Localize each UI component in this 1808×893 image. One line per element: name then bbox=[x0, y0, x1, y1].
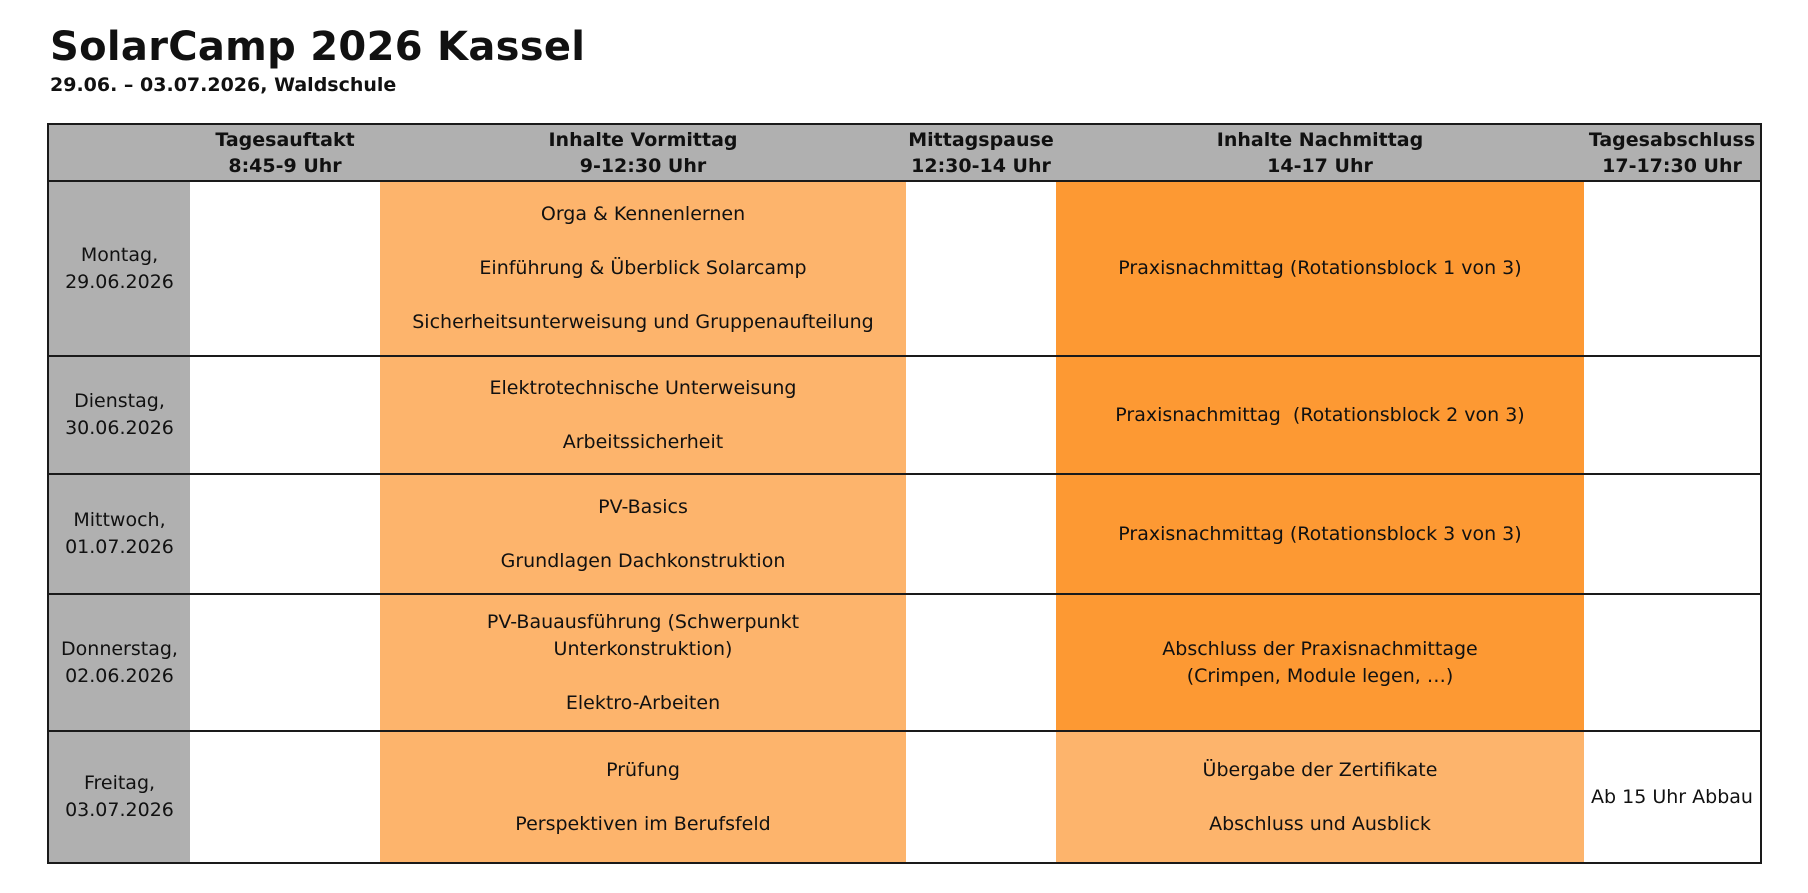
morning-item: Elektro-Arbeiten bbox=[565, 691, 721, 714]
lunch-cell bbox=[906, 181, 1056, 356]
afternoon-cell bbox=[1056, 356, 1584, 474]
closing-cell bbox=[1584, 731, 1761, 863]
day-cell bbox=[48, 356, 190, 474]
closing-cell bbox=[1584, 594, 1761, 731]
header-title: Tagesabschluss bbox=[1588, 128, 1756, 151]
morning-cell bbox=[380, 594, 906, 731]
afternoon-item: Praxisnachmittag (Rotationsblock 2 von 3) bbox=[1115, 403, 1525, 426]
morning-cell bbox=[380, 474, 906, 594]
morning-cell bbox=[380, 181, 906, 356]
morning-item: Arbeitssicherheit bbox=[562, 430, 724, 453]
lunch-cell bbox=[906, 356, 1056, 474]
afternoon-cell bbox=[1056, 181, 1584, 356]
afternoon-item: Praxisnachmittag (Rotationsblock 1 von 3) bbox=[1118, 257, 1522, 279]
afternoon-item: Abschluss der Praxisnachmittage bbox=[1162, 637, 1478, 660]
table-row-monday bbox=[48, 181, 1761, 356]
header-cell-closing bbox=[1584, 124, 1761, 181]
header-time: 12:30-14 Uhr bbox=[911, 154, 1051, 177]
header-row bbox=[48, 124, 1761, 181]
opening-cell bbox=[190, 731, 380, 863]
morning-item: Elektrotechnische Unterweisung bbox=[489, 376, 797, 399]
morning-item: Einführung & Überblick Solarcamp bbox=[479, 257, 807, 279]
header-time: 8:45-9 Uhr bbox=[228, 154, 342, 177]
morning-item: Orga & Kennenlernen bbox=[540, 203, 746, 225]
morning-item: PV-Bauausführung (Schwerpunkt bbox=[486, 610, 800, 633]
morning-item: PV-Basics bbox=[598, 495, 688, 518]
afternoon-cell bbox=[1056, 594, 1584, 731]
afternoon-cell bbox=[1056, 474, 1584, 594]
day-name: Dienstag, bbox=[74, 390, 165, 412]
closing-item: Ab 15 Uhr Abbau bbox=[1591, 785, 1753, 808]
table-row-friday bbox=[48, 731, 1761, 863]
morning-item: Sicherheitsunterweisung und Gruppenaufteilung bbox=[412, 311, 874, 333]
morning-cell bbox=[380, 731, 906, 863]
day-date: 02.06.2026 bbox=[65, 664, 174, 687]
opening-cell bbox=[190, 594, 380, 731]
header-title: Inhalte Nachmittag bbox=[1216, 128, 1424, 151]
opening-cell bbox=[190, 181, 380, 356]
table-row-tuesday bbox=[48, 356, 1761, 474]
header-cell-lunch bbox=[906, 124, 1056, 181]
table-row-thursday bbox=[48, 594, 1761, 731]
header-time: 9-12:30 Uhr bbox=[579, 154, 707, 177]
header-cell-morning bbox=[380, 124, 906, 181]
page-subtitle: 29.06. – 03.07.2026, Waldschule bbox=[50, 74, 397, 96]
schedule-table bbox=[47, 123, 1762, 864]
afternoon-item: Praxisnachmittag (Rotationsblock 3 von 3) bbox=[1118, 522, 1522, 545]
header-title: Mittagspause bbox=[908, 128, 1054, 151]
header-title: Inhalte Vormittag bbox=[548, 128, 738, 151]
day-name: Mittwoch, bbox=[73, 509, 166, 531]
day-date: 30.06.2026 bbox=[65, 417, 174, 439]
page-title: SolarCamp 2026 Kassel bbox=[50, 24, 586, 70]
closing-cell bbox=[1584, 356, 1761, 474]
morning-item: Perspektiven im Berufsfeld bbox=[515, 812, 771, 835]
header-title: Tagesauftakt bbox=[215, 128, 355, 151]
lunch-cell bbox=[906, 594, 1056, 731]
header-cell-day bbox=[48, 124, 190, 181]
lunch-cell bbox=[906, 731, 1056, 863]
afternoon-item: Abschluss und Ausblick bbox=[1209, 812, 1431, 835]
lunch-cell bbox=[906, 474, 1056, 594]
opening-cell bbox=[190, 474, 380, 594]
morning-cell bbox=[380, 356, 906, 474]
day-name: Montag, bbox=[80, 243, 159, 266]
day-cell bbox=[48, 474, 190, 594]
day-date: 29.06.2026 bbox=[65, 270, 174, 293]
day-cell bbox=[48, 594, 190, 731]
day-cell bbox=[48, 731, 190, 863]
afternoon-item: (Crimpen, Module legen, …) bbox=[1186, 664, 1454, 687]
header-cell-opening bbox=[190, 124, 380, 181]
table-row-wednesday bbox=[48, 474, 1761, 594]
morning-item: Prüfung bbox=[606, 758, 680, 781]
afternoon-cell bbox=[1056, 731, 1584, 863]
opening-cell bbox=[190, 356, 380, 474]
day-date: 01.07.2026 bbox=[65, 536, 174, 558]
day-cell bbox=[48, 181, 190, 356]
header-time: 17-17:30 Uhr bbox=[1602, 154, 1742, 177]
day-name: Freitag, bbox=[83, 772, 156, 794]
closing-cell bbox=[1584, 474, 1761, 594]
day-name: Donnerstag, bbox=[61, 637, 178, 660]
header-time: 14-17 Uhr bbox=[1267, 154, 1373, 177]
day-date: 03.07.2026 bbox=[65, 799, 174, 821]
morning-item: Unterkonstruktion) bbox=[553, 637, 733, 660]
afternoon-item: Übergabe der Zertifikate bbox=[1202, 758, 1438, 781]
morning-item: Grundlagen Dachkonstruktion bbox=[500, 549, 786, 572]
closing-cell bbox=[1584, 181, 1761, 356]
header-cell-afternoon bbox=[1056, 124, 1584, 181]
